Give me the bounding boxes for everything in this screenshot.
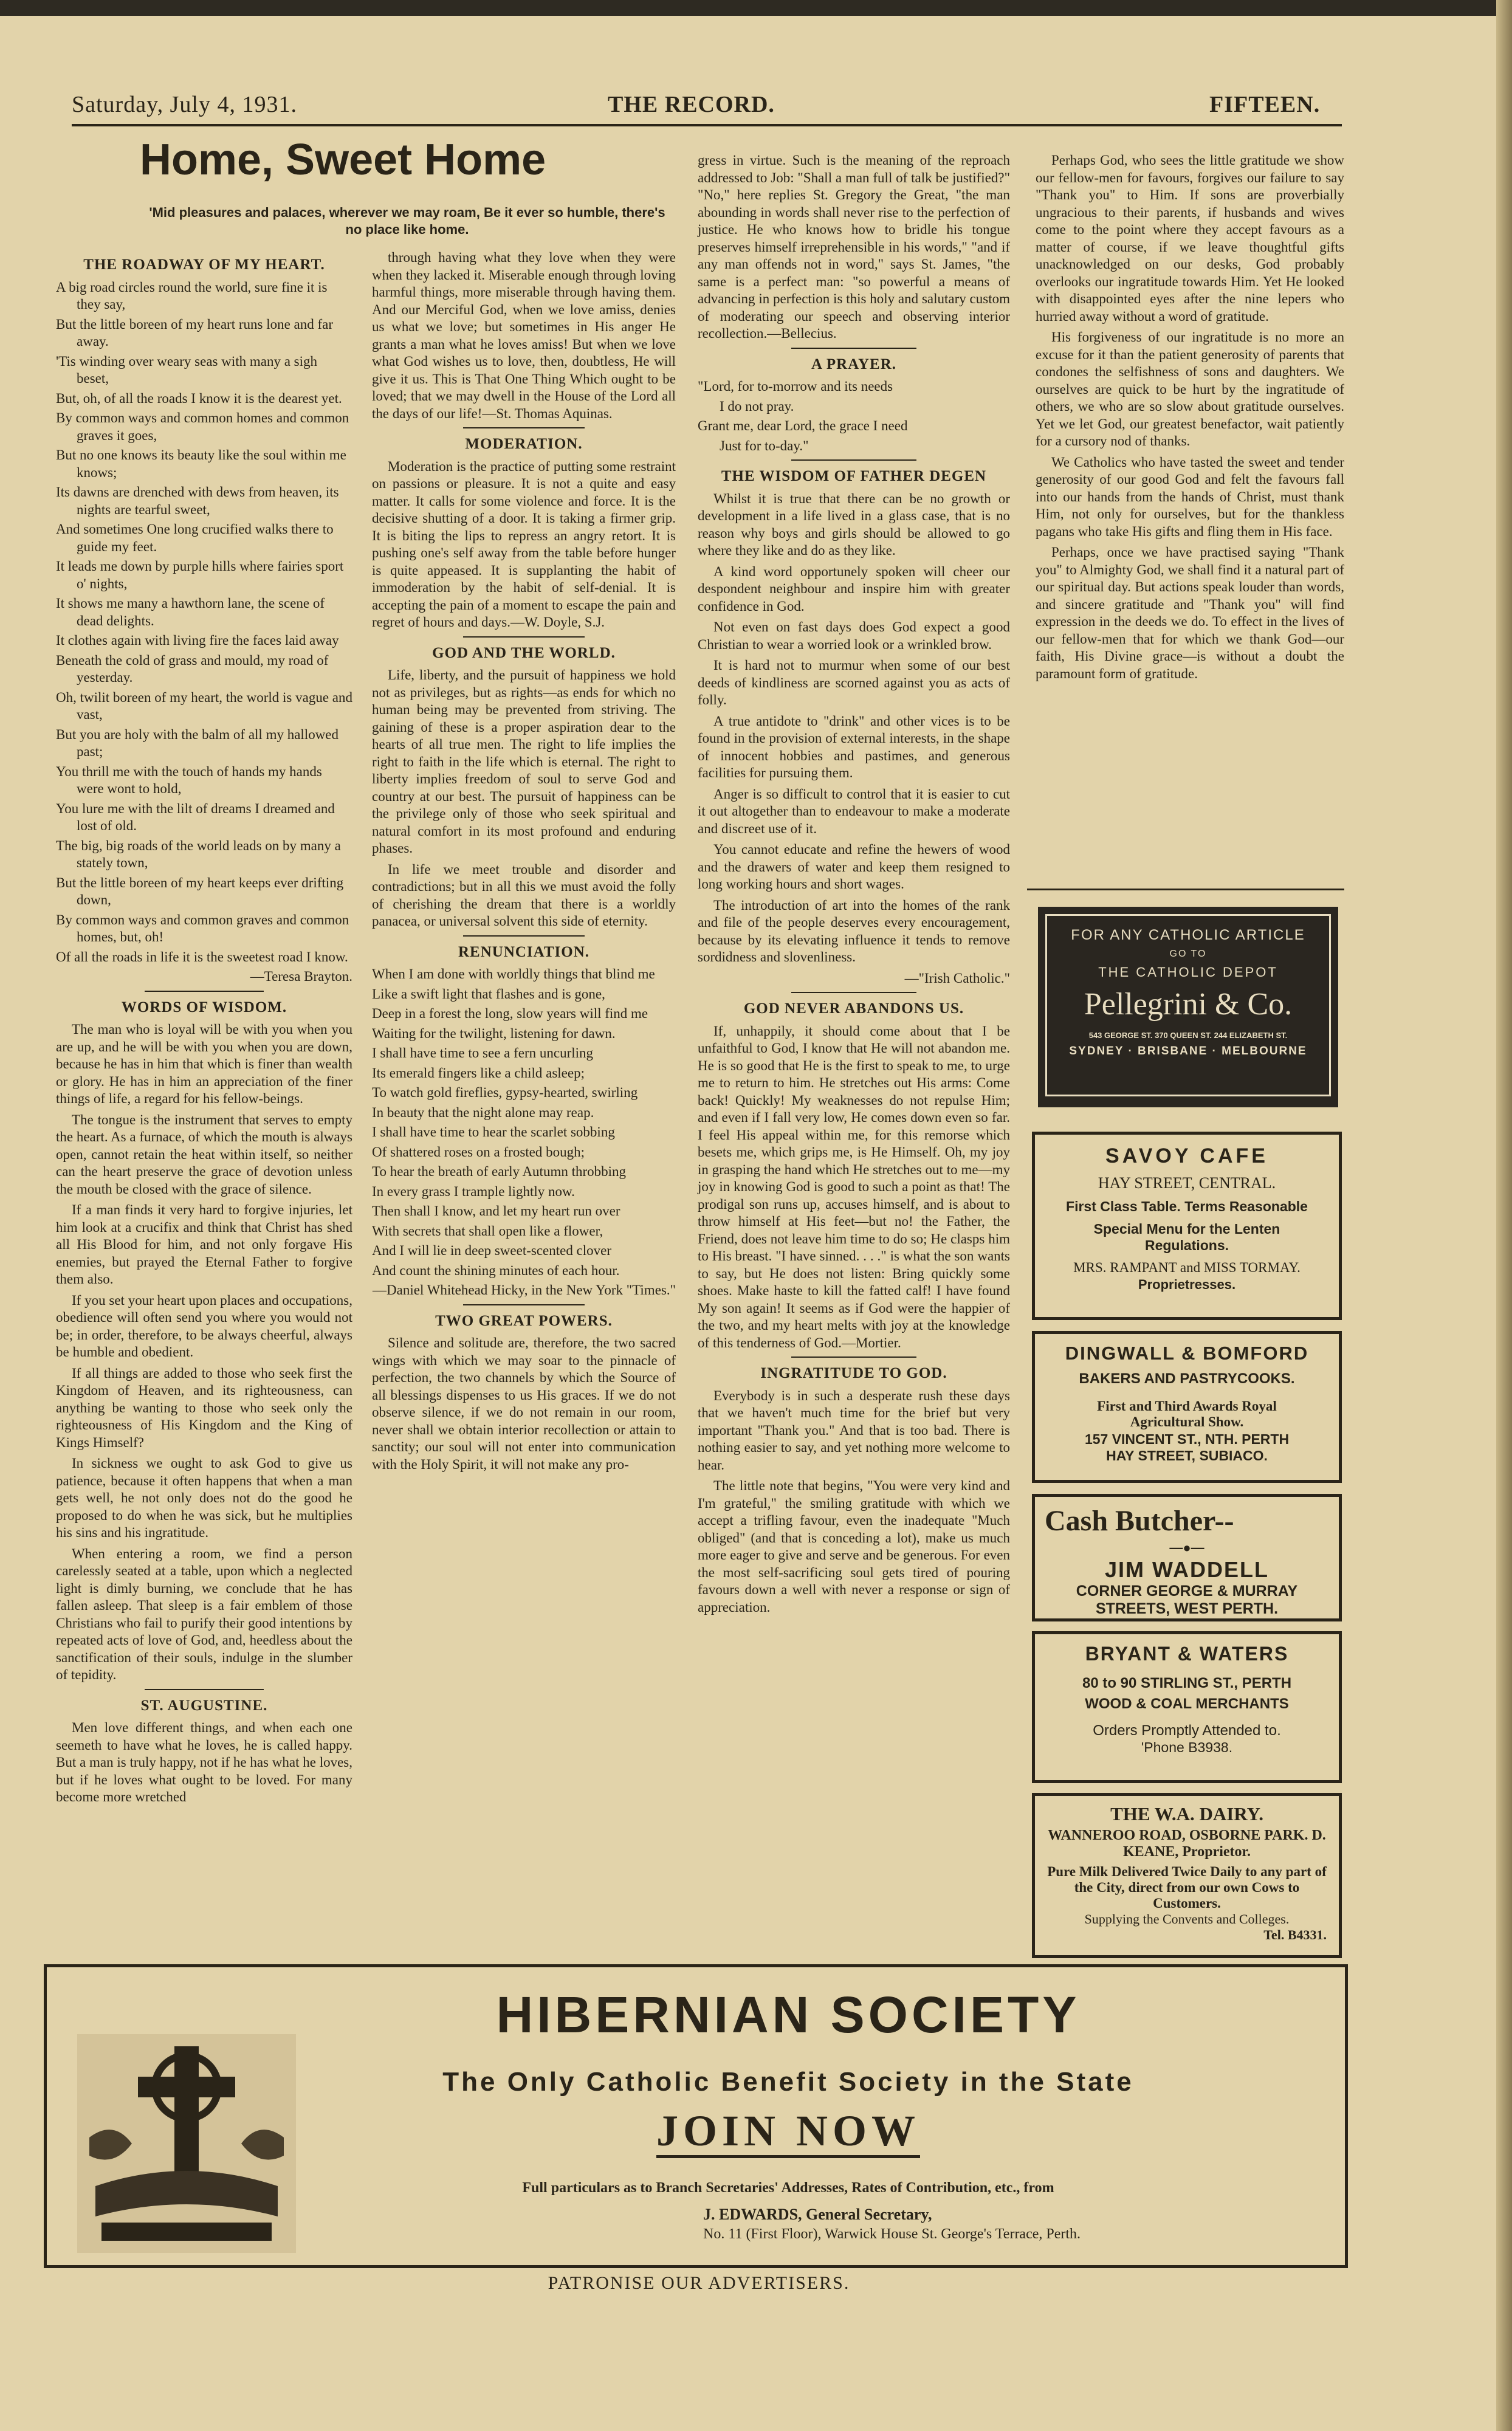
paragraph: If all things are added to those who seek first the Kingdom of Heaven, and its righteousness, can anything be wanting to those who seek only the righteousness of His Kingdom and the King of Kings Himself? xyxy=(56,1365,352,1450)
poem-line: But the little boreen of my heart keeps ever drifting down, xyxy=(56,875,344,907)
ad-bryant-waters xyxy=(1032,1631,1342,1783)
paragraph: through having what they love when they were when they lacked it. Miserable enough through loving harmful things, more miserable through having them. And our Merciful God, when we love amiss, denies us what we love; but sometimes in His anger He grants a man what he loves amiss! But when we love what God wishes us to love, then, doubtless, He will give it us. This is That One Thing Which ought to be loved; that we may dwell in the House of the Lord all the days of our life!—St. Thomas Aquinas. xyxy=(372,250,676,421)
paper-name: THE RECORD. xyxy=(608,92,775,117)
ad-line: HAY STREET, SUBIACO. xyxy=(1106,1448,1268,1463)
poem-line: I shall have time to hear the scarlet sobbing xyxy=(372,1124,615,1140)
paragraph: His forgiveness of our ingratitude is no more an excuse for it than the patient generosity of parents that condones the selfishness of sons and daughters. We ourselves are quick to be hurt by the ingratitude of others, we who are so slow about gratitude ourselves. Yet we let God, our greatest benefactor, wait patiently for a cursory nod of thanks. xyxy=(1036,329,1344,449)
hibernian-title: HIBERNIAN SOCIETY xyxy=(496,1986,1081,2043)
ad-line: DINGWALL & BOMFORD xyxy=(1065,1343,1309,1364)
paragraph: If a man finds it very hard to forgive injuries, let him look at a crucifix and think that Christ has shed all His Blood for him, and not only forgave His enemies, but prayed the Eternal Father to forgive them also. xyxy=(56,1202,352,1287)
poem-attribution: —Teresa Brayton. xyxy=(250,969,352,984)
paragraph: When entering a room, we find a person carelessly seated at a table, upon which a neglected light is dimly burning, we conclude that he has fallen asleep. That sleep is a fair emblem of those Christians who fail to purify their good intentions by repeated acts of love of God, and, heedless about the sanctification of their souls, indulge in the slumber of tepidity. xyxy=(56,1546,352,1682)
ad-line: JIM WADDELL xyxy=(1105,1557,1269,1582)
poem-line: And sometimes One long crucified walks there to guide my feet. xyxy=(56,521,334,554)
poem-line: It shows me many a hawthorn lane, the scene of dead delights. xyxy=(56,596,325,628)
footer-note: PATRONISE OUR ADVERTISERS. xyxy=(548,2273,850,2293)
poem-line: But you are holy with the balm of all my hallowed past; xyxy=(56,726,339,759)
poem-line: To watch gold fireflies, gypsy-hearted, swirling xyxy=(372,1085,638,1100)
ad-line: Pure Milk Delivered Twice Daily to any part of the City, direct from our own Cows to Customers. xyxy=(1047,1864,1327,1911)
poem-line: To hear the breath of early Autumn throbbing xyxy=(372,1164,627,1179)
paragraph: A true antidote to "drink" and other vices is to be found in the provision of external interests, in the shape of innocent hobbies and pastimes, and generous facilities for pursuing them. xyxy=(698,713,1010,780)
divider xyxy=(463,1304,585,1305)
paragraph: It is hard not to murmur when some of our best deeds of kindliness are scorned against you as acts of folly. xyxy=(698,658,1010,707)
heading-two-powers: TWO GREAT POWERS. xyxy=(435,1312,613,1329)
poem-line: A big road circles round the world, sure fine it is they say, xyxy=(56,279,328,312)
poem-line: Of all the roads in life it is the sweetest road I know. xyxy=(56,949,348,964)
ad-line: First Class Table. Terms Reasonable xyxy=(1066,1198,1308,1214)
paragraph: Life, liberty, and the pursuit of happiness we hold not as privileges, but as rights—as ends for which no human being may be prevented from striving. The gaining of these is a proper aspiration dear to the hearts of all true men. The right to life implies the right to faith in the life which is eternal. The right to liberty implies freedom of soul to serve God and country at our best. The pursuit of happiness can be the privilege only of those who seek spiritual and natural comfort in its most profound and enduring phases. xyxy=(372,667,676,856)
divider xyxy=(463,636,585,638)
ad-line: BAKERS AND PASTRYCOOKS. xyxy=(1079,1370,1295,1387)
poem-line: And count the shining minutes of each hour. xyxy=(372,1262,620,1278)
ad-line: Cash Butcher-- xyxy=(1045,1505,1234,1537)
poem-line: By common ways and common homes and common graves it goes, xyxy=(56,410,349,443)
poem-line: Waiting for the twilight, listening for dawn. xyxy=(372,1025,616,1041)
paragraph: The man who is loyal will be with you when you are up, and he will be with you when you are down, because he has in him that which is finer than wealth or glory. He has in him an appreciation of the finer things of life, a regard for his fellow-beings. xyxy=(56,1022,352,1106)
poem-line: Deep in a forest the long, slow years will find me xyxy=(372,1006,648,1021)
ad-line: Special Menu for the Lenten Regulations. xyxy=(1093,1221,1280,1253)
divider xyxy=(463,935,585,937)
poem-line: Just for to-day." xyxy=(720,438,809,453)
ad-line: SYDNEY · BRISBANE · MELBOURNE xyxy=(1069,1045,1307,1057)
paragraph: Perhaps God, who sees the little gratitude we show our fellow-men for favours, forgives our failure to say "Thank you" to Him. If sons are proverbially ungracious to their parents, if husbands and wives come to the point where they accept favours as a matter of course, if we leave thoughtful gifts unacknowledged on our desks, God probably overlooks our ingratitude towards Him. Yet He looked with disappointed eyes after the nine lepers who hurried away without a word of gratitude. xyxy=(1036,153,1344,324)
join-now-wrap xyxy=(302,2106,1274,2156)
poem-line: You thrill me with the touch of hands my hands were wont to hold, xyxy=(56,763,322,796)
poem-line: Grant me, dear Lord, the grace I need xyxy=(698,418,908,433)
ad-line: BRYANT & WATERS xyxy=(1085,1643,1289,1665)
ad-line: WOOD & COAL MERCHANTS xyxy=(1085,1696,1289,1712)
scan-top-edge xyxy=(0,0,1512,16)
poem-line: Beneath the cold of grass and mould, my road of yesterday. xyxy=(56,652,329,685)
paragraph: In sickness we ought to ask God to give us patience, because it often happens that when a man gets well, he not only does not do the good he proposed to do when he was sick, but he multiplies his sins and his ingratitude. xyxy=(56,1456,352,1540)
feature-title: Home, Sweet Home xyxy=(140,136,546,184)
paragraph: A kind word opportunely spoken will cheer our despondent neighbour and inspire him with greater confidence in God. xyxy=(698,563,1010,614)
poem-line: 'Tis winding over weary seas with many a sigh beset, xyxy=(56,353,318,386)
hibernian-address: No. 11 (First Floor), Warwick House St. George's Terrace, Perth. xyxy=(703,2226,1081,2242)
ad-line: Proprietresses. xyxy=(1138,1277,1236,1292)
poem-line: Of shattered roses on a frosted bough; xyxy=(372,1144,585,1160)
ad-dingwall-bomford xyxy=(1032,1331,1342,1483)
poem-line: But no one knows its beauty like the soul within me knows; xyxy=(56,447,346,480)
hibernian-info: Full particulars as to Branch Secretaries' Addresses, Rates of Contribution, etc., from xyxy=(522,2180,1054,2196)
ad-line: STREETS, WEST PERTH. xyxy=(1095,1600,1279,1617)
paragraph: The tongue is the instrument that serves to empty the heart. As a furnace, of which the mouth is always open, cannot retain the heat within itself, so neither can the heart preserve the grace of devotion unless the mouth be closed with the grace of silence. xyxy=(56,1112,352,1197)
heading-prayer: A PRAYER. xyxy=(811,356,897,373)
ad-line: 543 GEORGE ST. 370 QUEEN ST. 244 ELIZABETH ST. xyxy=(1088,1031,1288,1040)
paragraph: Everybody is in such a desperate rush these days that we haven't much time for the brief but very important "Thank you." And that is too bad. There is nothing easier to say, and yet nothing more welcome to hear. xyxy=(698,1387,1010,1473)
paragraph: gress in virtue. Such is the meaning of the reproach addressed to Job: "Shall a man full of talk be justified?" "No," here replies St. Gregory the Great, "the man abounding in words shall never rise to the perfection of justice. He who knows how to bridle his tongue preserves himself irreprehensible in his words," "and if any man offends not in word," says St. James, "the same is a perfect man: "so powerful a means of advancing in perfection is this holy and salutary custom of moderating our speech and observing interior recollection.—Bellecius. xyxy=(698,153,1010,341)
column-2 xyxy=(372,249,676,1477)
divider xyxy=(145,991,263,992)
ad-line: GO TO xyxy=(1169,949,1207,959)
feature-subtitle: 'Mid pleasures and palaces, wherever we may roam, Be it ever so humble, there's no place like home. xyxy=(149,205,665,237)
ad-line: MRS. RAMPANT and MISS TORMAY. xyxy=(1073,1260,1301,1275)
ad-divider-glyph: —●— xyxy=(1169,1540,1204,1555)
join-now-label: JOIN NOW xyxy=(656,2106,920,2158)
paragraph: You cannot educate and refine the hewers of wood and the drawers of water and keep them resigned to long working hours and short wages. xyxy=(698,842,1010,892)
divider xyxy=(145,1689,263,1690)
paragraph: We Catholics who have tasted the sweet and tender generosity of our good God and felt the favours fall into our hands from the hands of Christ, must thank Him, not only for ourselves, but for the thankless pagans who take His gifts and fling them in His face. xyxy=(1036,454,1344,539)
ad-line: Supplying the Convents and Colleges. xyxy=(1084,1911,1290,1927)
divider xyxy=(791,992,916,993)
paragraph: The introduction of art into the homes of the rank and file of the people deserves every encouragement, because by its elevating influence it tends to remove sordidness and slovenliness. xyxy=(698,897,1010,964)
poem-line: Oh, twilit boreen of my heart, the world is vague and vast, xyxy=(56,689,352,722)
paragraph: Moderation is the practice of putting some restraint on passions or pleasure. It is not a quite and easy matter. It calls for some violence and force. It is the decisive shutting of a door. It is taking a firmer grip. It is biting the lips to repress an angry retort. It is pushing one's self away from the table before hunger is quite appeased. It is supplanting the habit of immoderation by the habit of self-denial. It is accepting the pain of a moment to escape the pain and regret of hours and days.—W. Doyle, S.J. xyxy=(372,458,676,630)
ad-line: THE W.A. DAIRY. xyxy=(1110,1803,1263,1824)
ad-line: 157 VINCENT ST., NTH. PERTH xyxy=(1084,1431,1290,1447)
poem-line: You lure me with the lilt of dreams I dreamed and lost of old. xyxy=(56,800,335,833)
divider xyxy=(791,1356,916,1358)
heading-roadway: THE ROADWAY OF MY HEART. xyxy=(83,256,325,273)
ad-line: THE CATHOLIC DEPOT xyxy=(1098,964,1278,980)
ad-pellegrini xyxy=(1038,907,1338,1107)
ad-wa-dairy xyxy=(1032,1793,1342,1958)
poem-line: It clothes again with living fire the faces laid away xyxy=(56,633,339,648)
ad-line: HAY STREET, CENTRAL. xyxy=(1098,1174,1276,1192)
paragraph: Whilst it is true that there can be no growth or development in a life lived in a glass case, that is no reason why boys and girls should be allowed to go where they like and do as they like. xyxy=(698,490,1010,558)
paragraph: If, unhappily, it should come about that I be unfaithful to God, I know that He will not abandon me. He is so good that He is the first to speak to me, to urge me to return to him. He stretches out His arms: Come back! Quickly! My weaknesses do not repulse Him; and even if I fall very low, He comes down even so far. I feel His appeal within me, for this remorse which besets me, which grips me, is He Himself. Oh, my joy in grasping the hand which He stretches out to me—my joy in knowing God is good to such a point as that! The prodigal son runs up, accuses himself, and is about to throw himself at His feet—but no! the Father, the Friend, does not leave him time to do so; He clasps him to His breast. "I have sinned. . . ." is what the son wants to say, but He does not listen: Bring quickly some shoes. Make haste to kill the fatted calf! I have found My son again! It seems as if God were the happier of the two, and my heart melts with joy at the knowledge of this tenderness of God.—Mortier. xyxy=(698,1023,1010,1350)
poem-line: When I am done with worldly things that blind me xyxy=(372,966,655,982)
ad-line: Orders Promptly Attended to. xyxy=(1093,1722,1281,1739)
poem-line: In every grass I trample lightly now. xyxy=(372,1183,575,1199)
ad-line: Tel. B4331. xyxy=(1263,1927,1327,1942)
paragraph: In life we meet trouble and disorder and contradictions; but in all this we must avoid the folly of cherishing the dream that there is a worldly panacea, or universal solvent this side of eternity. xyxy=(372,861,676,929)
ad-line: CORNER GEORGE & MURRAY xyxy=(1076,1583,1298,1600)
paragraph: If you set your heart upon places and occupations, obedience will often send you where you would not be; in order, therefore, to be always cheerful, always be humble and obedient. xyxy=(56,1292,352,1360)
heading-father-degen: THE WISDOM OF FATHER DEGEN xyxy=(721,468,987,484)
paragraph: Perhaps, once we have practised saying "Thank you" to Almighty God, we shall find it a natural part of our spiritual day. But actions speak louder than words, and sincere gratitude and "Thank you" will find expression in the deeds we do. To effect in the lives of our fellow-men that for which we thank God—our faith, His Divine grace—is without a doubt the paramount form of gratitude. xyxy=(1036,545,1344,681)
ad-hibernian-society xyxy=(44,1964,1348,2268)
poem-line: I shall have time to see a fern uncurling xyxy=(372,1045,594,1061)
poem-line: "Lord, for to-morrow and its needs xyxy=(698,379,893,394)
column-4 xyxy=(1036,152,1344,686)
divider xyxy=(1027,889,1344,890)
heading-god-world: GOD AND THE WORLD. xyxy=(432,644,616,661)
poem-line: With secrets that shall open like a flower, xyxy=(372,1223,603,1239)
column-1 xyxy=(56,249,352,1810)
poem-line: I do not pray. xyxy=(720,398,794,414)
heading-moderation: MODERATION. xyxy=(465,436,583,452)
paragraph: Silence and solitude are, therefore, the two sacred wings with which we may soar to the pinnacle of perfection, the two channels by which the Source of all blessings dispenses to us His graces. If we do not observe silence, if we do not remain in our room, never shall we obtain interior recollection or attain to sanctity; our soul will not enter into communication with the Holy Spirit, it will not make any pro- xyxy=(372,1335,676,1472)
poem-line: Its dawns are drenched with dews from heaven, its nights are tearful sweet, xyxy=(56,484,339,517)
heading-god-never: GOD NEVER ABANDONS US. xyxy=(743,1000,964,1017)
divider xyxy=(463,427,585,428)
ad-line: SAVOY CAFE xyxy=(1105,1144,1268,1167)
ad-brand: Pellegrini & Co. xyxy=(1084,987,1293,1022)
poem-line: Like a swift light that flashes and is gone, xyxy=(372,986,605,1002)
paragraph: The little note that begins, "You were very kind and I'm grateful," the smiling gratitude with which we accept a trifling favour, even the inadequate "Much obliged" (and that is conceding a lot), make us much more eager to give and serve and be generous. For even the most self-sacrificing soul gets tired of pouring favours down a well with never a response or sign of appreciation. xyxy=(698,1478,1010,1615)
poem-line: Then shall I know, and let my heart run over xyxy=(372,1203,620,1219)
issue-date: Saturday, July 4, 1931. xyxy=(72,92,297,117)
attribution: —"Irish Catholic." xyxy=(904,970,1010,986)
ad-savoy-cafe xyxy=(1032,1132,1342,1320)
heading-wisdom: WORDS OF WISDOM. xyxy=(121,999,287,1016)
ad-cash-butcher xyxy=(1032,1494,1342,1621)
column-3 xyxy=(698,152,1010,1620)
scan-right-edge xyxy=(1496,0,1512,2431)
ad-line: 'Phone B3938. xyxy=(1141,1739,1233,1755)
hibernian-tagline: The Only Catholic Benefit Society in the State xyxy=(442,2067,1134,2097)
poem-line: And I will lie in deep sweet-scented clover xyxy=(372,1243,612,1258)
divider xyxy=(791,459,916,461)
paragraph: Not even on fast days does God expect a good Christian to wear a worried look or a wrinkled brow. xyxy=(698,619,1010,652)
hibernian-secretary: J. EDWARDS, General Secretary, xyxy=(703,2206,932,2223)
ad-line: First and Third Awards Royal Agricultural Show. xyxy=(1097,1398,1277,1429)
poem-line: The big, big roads of the world leads on by many a stately town, xyxy=(56,837,341,870)
poem-line: But, oh, of all the roads I know it is the dearest yet. xyxy=(56,390,342,406)
poem-line: It leads me down by purple hills where fairies sport o' nights, xyxy=(56,559,344,591)
heading-ingratitude: INGRATITUDE TO GOD. xyxy=(760,1365,947,1381)
ad-line: WANNEROO ROAD, OSBORNE PARK. D. KEANE, Proprietor. xyxy=(1048,1828,1326,1860)
paragraph: Men love different things, and when each one seemeth to have what he loves, he is called happy. But a man is truly happy, not if he has what he loves, but if he loves what ought to be loved. For many become more wretched xyxy=(56,1720,352,1804)
divider xyxy=(791,348,916,349)
poem-line: In beauty that the night alone may reap. xyxy=(372,1104,594,1120)
page-number: FIFTEEN. xyxy=(1209,92,1321,117)
heading-renunciation: RENUNCIATION. xyxy=(458,943,590,960)
paragraph: Anger is so difficult to control that it is easier to cut it out altogether than to endeavour to make a moderate and discreet use of it. xyxy=(698,786,1010,836)
poem-line: Its emerald fingers like a child asleep; xyxy=(372,1065,585,1081)
poem-line: But the little boreen of my heart runs lone and far away. xyxy=(56,316,334,349)
heading-augustine: ST. AUGUSTINE. xyxy=(140,1697,268,1714)
ad-line: 80 to 90 STIRLING ST., PERTH xyxy=(1082,1675,1292,1691)
header-rule xyxy=(72,124,1342,126)
ad-line: FOR ANY CATHOLIC ARTICLE xyxy=(1071,927,1305,943)
poem-line: By common ways and common graves and common homes, but, oh! xyxy=(56,912,349,944)
celtic-cross-emblem-icon xyxy=(77,2034,296,2253)
poem-attribution: —Daniel Whitehead Hicky, in the New York "Times." xyxy=(373,1282,676,1298)
